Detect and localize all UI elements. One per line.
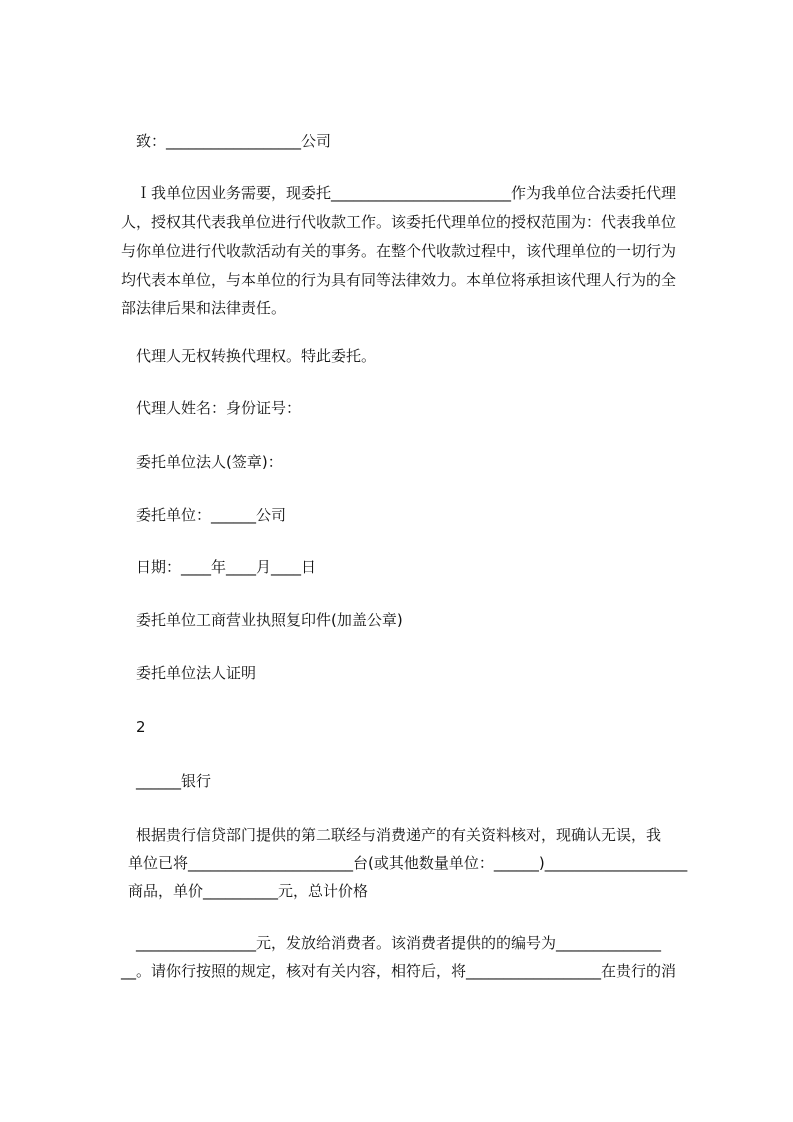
paragraph-1-line-2: 人，授权其代表我单位进行代收款工作。该委托代理单位的授权范围为：代表我单位 [121,213,677,231]
entrusting-unit-line: 委托单位：______公司 [136,506,287,524]
paragraph-3-line-2: __。请你行按照的规定，核对有关内容，相符后，将__________________在贵行的消 [121,962,677,980]
paragraph-1-line-4: 均代表本单位，与本单位的行为具有同等法律效力。本单位将承担该代理人行为的全 [121,271,677,289]
agent-name-line: 代理人姓名：身份证号： [136,399,302,417]
paragraph-1-line-3: 与你单位进行代收款活动有关的事务。在整个代收款过程中，该代理单位的一切行为 [121,242,677,260]
legal-person-signature-line: 委托单位法人(签章)： [136,453,283,471]
section-number: 2 [136,718,146,736]
date-line: 日期：____年____月____日 [136,558,317,576]
bank-line: ______银行 [136,772,212,790]
paragraph-3-line-1: ________________元，发放给消费者。该消费者提供的的编号为______________ [136,934,662,952]
legal-person-proof-line: 委托单位法人证明 [136,664,257,682]
business-license-line: 委托单位工商营业执照复印件(加盖公章) [136,611,403,629]
paragraph-2-line-3: 商品，单价__________元，总计价格 [128,882,369,900]
paragraph-2-line-1: 根据贵行信贷部门提供的第二联经与消费递产的有关资料核对，现确认无误，我 [136,826,662,844]
no-transfer-line: 代理人无权转换代理权。特此委托。 [136,347,377,365]
paragraph-1-line-1: Ｉ我单位因业务需要，现委托________________________作为我单位合法委托代理 [136,184,677,202]
paragraph-1-line-5: 部法律后果和法律责任。 [121,299,287,317]
addressee-line: 致：__________________公司 [136,132,332,150]
paragraph-2-line-2: 单位已将______________________台(或其他数量单位：______)___________________ [128,854,688,872]
